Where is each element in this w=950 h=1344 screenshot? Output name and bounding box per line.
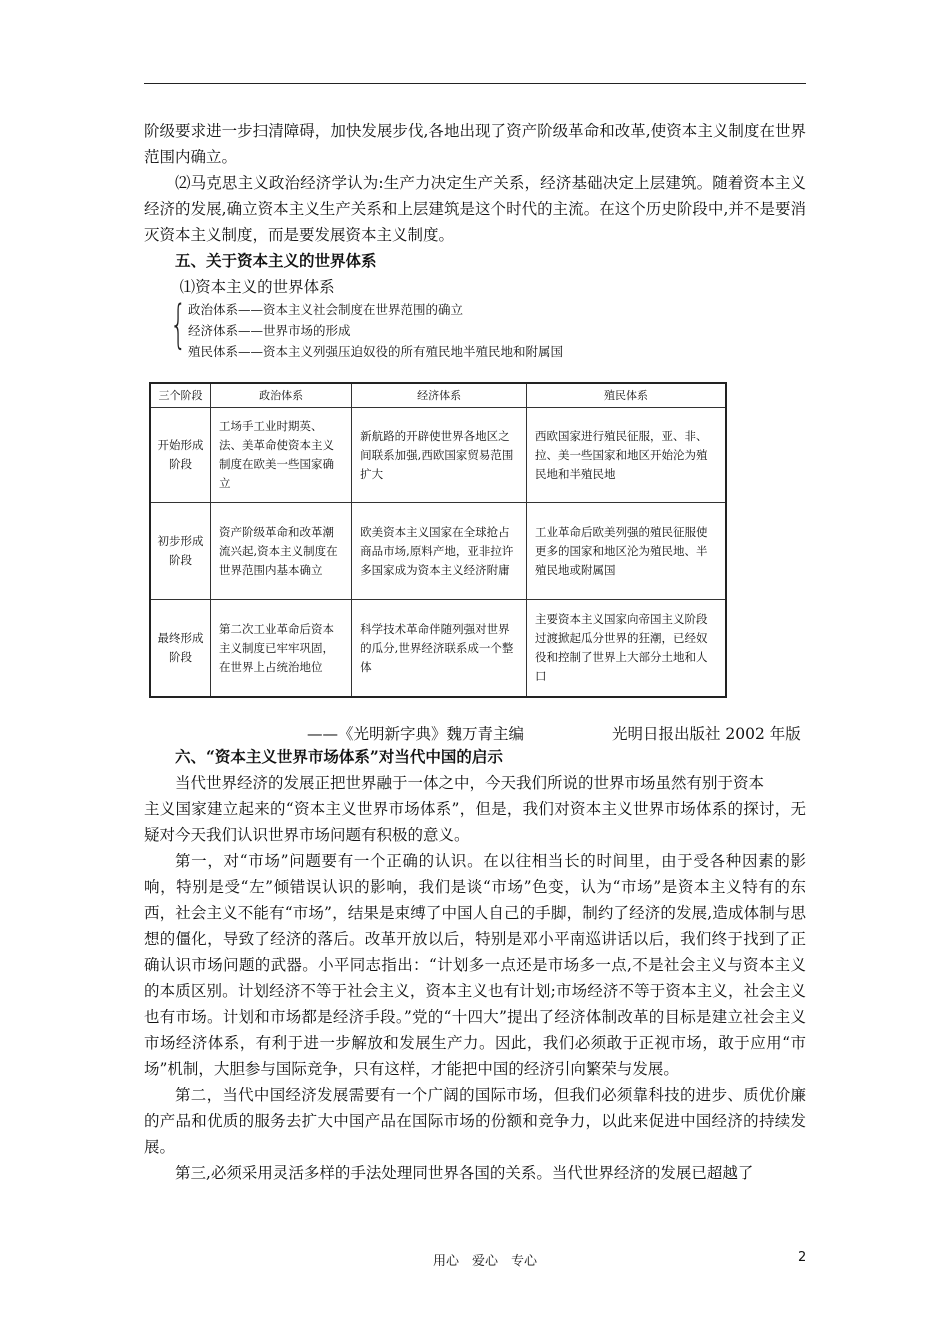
header-colonial: 殖民体系 xyxy=(527,383,727,408)
table-row xyxy=(150,503,726,600)
economic-cell: 新航路的开辟使世界各地区之间联系加强,西欧国家贸易范围扩大 xyxy=(352,408,527,503)
paragraph-third: 第三,必须采用灵活多样的手法处理同世界各国的关系。当代世界经济的发展已超越了 xyxy=(175,1164,754,1182)
citation-publisher: 光明日报出版社 2002 年版 xyxy=(612,725,801,743)
paragraph-intro-b: 主义国家建立起来的“资本主义世界市场体系”，但是，我们对资本主义世界市场体系的探讨，无疑对今天我们认识世界市场问题有积极的意义。 xyxy=(144,800,806,844)
paragraph-marxist-view: ⑵马克思主义政治经济学认为:生产力决定生产关系，经济基础决定上层建筑。随着资本主义经济的发展,确立资本主义生产关系和上层建筑是这个时代的主流。在这个历史阶段中,并不是要消灭资本主义制度，而是要发展资本主义制度。 xyxy=(144,174,806,244)
page-number: 2 xyxy=(798,1250,807,1265)
economic-cell: 欧美资本主义国家在全球抢占商品市场,原料产地，亚非拉许多国家成为资本主义经济附庸 xyxy=(352,503,527,600)
section-heading-6: 六、“资本主义世界市场体系”对当代中国的启示 xyxy=(175,747,503,766)
world-system-table xyxy=(149,382,727,698)
paragraph-continuation: 阶级要求进一步扫清障碍，加快发展步伐,各地出现了资产阶级革命和改革,使资本主义制度在世界范围内确立。 xyxy=(144,122,806,166)
curly-brace-icon: { xyxy=(170,295,187,355)
stage-cell: 初步形成阶段 xyxy=(150,503,211,600)
footer-motto: 用心 爱心 专心 xyxy=(433,1254,538,1269)
paragraph-second: 第二，当代中国经济发展需要有一个广阔的国际市场，但我们必须靠科技的进步、质优价廉的产品和优质的服务去扩大中国产品在国际市场的份额和竞争力，以此来促进中国经济的持续发展。 xyxy=(144,1086,806,1156)
table-row xyxy=(150,408,726,503)
paragraph-intro-a: 当代世界经济的发展正把世界融于一体之中，今天我们所说的世界市场虽然有别于资本 xyxy=(175,774,765,792)
section-heading-5: 五、关于资本主义的世界体系 xyxy=(175,251,377,270)
header-rule xyxy=(144,83,806,84)
colonial-cell: 工业革命后欧美列强的殖民征服使更多的国家和地区沦为殖民地、半殖民地或附属国 xyxy=(527,503,727,600)
table-row xyxy=(150,600,726,698)
bottom-content xyxy=(144,744,806,1186)
political-cell: 资产阶级革命和改革潮流兴起,资本主义制度在世界范围内基本确立 xyxy=(211,503,352,600)
subheading-world-system: ⑴资本主义的世界体系 xyxy=(179,278,335,296)
economic-cell: 科学技术革命伴随列强对世界的瓜分,世界经济联系成一个整体 xyxy=(352,600,527,698)
paragraph-first: 第一，对“市场”问题要有一个正确的认识。在以往相当长的时间里，由于受各种因素的影响，特别是受“左”倾错误认识的影响，我们是谈“市场”色变，认为“市场”是资本主义特有的东西，社会主义不能有“市场”，结果是束缚了中国人自己的手脚，制约了经济的发展,造成体制与思想的僵化，导致了经济的落后。改革开放以后，特别是邓小平南巡讲话以后，我们终于找到了正确认识市场问题的武器。小平同志指出：“计划多一点还是市场多一点,不是社会主义与资本主义的本质区别。计划经济不等于社会主义，资本主义也有计划;市场经济不等于资本主义，社会主义也有市场。计划和市场都是经济手段。”党的“十四大”提出了经济体制改革的目标是建立社会主义市场经济体系，有利于进一步解放和发展生产力。因此，我们必须敢于正视市场，敢于应用“市场”机制，大胆参与国际竞争，只有这样，才能把中国的经济引向繁荣与发展。 xyxy=(144,852,806,1078)
header-political: 政治体系 xyxy=(211,383,352,408)
stage-cell: 最终形成阶段 xyxy=(150,600,211,698)
political-cell: 工场手工业时期英、法、美革命使资本主义制度在欧美一些国家确立 xyxy=(211,408,352,503)
header-stage: 三个阶段 xyxy=(150,383,211,408)
brace-list xyxy=(144,295,806,362)
colonial-cell: 西欧国家进行殖民征服，亚、非、拉、美一些国家和地区开始沦为殖民地和半殖民地 xyxy=(527,408,727,503)
colonial-cell: 主要资本主义国家向帝国主义阶段过渡掀起瓜分世界的狂潮，已经奴役和控制了世界上大部分土地和人口 xyxy=(527,600,727,698)
header-economic: 经济体系 xyxy=(352,383,527,408)
stage-cell: 开始形成阶段 xyxy=(150,408,211,503)
brace-item-political: 政治体系——资本主义社会制度在世界范围的确立 xyxy=(188,302,464,317)
brace-item-economic: 经济体系——世界市场的形成 xyxy=(188,323,351,338)
brace-item-colonial: 殖民体系——资本主义列强压迫奴役的所有殖民地半殖民地和附属国 xyxy=(188,344,564,359)
table-header-row xyxy=(150,383,726,408)
top-content xyxy=(144,118,806,362)
citation-source: ——《光明新字典》魏万青主编 xyxy=(307,725,525,743)
political-cell: 第二次工业革命后资本主义制度已牢牢巩固，在世界上占统治地位 xyxy=(211,600,352,698)
